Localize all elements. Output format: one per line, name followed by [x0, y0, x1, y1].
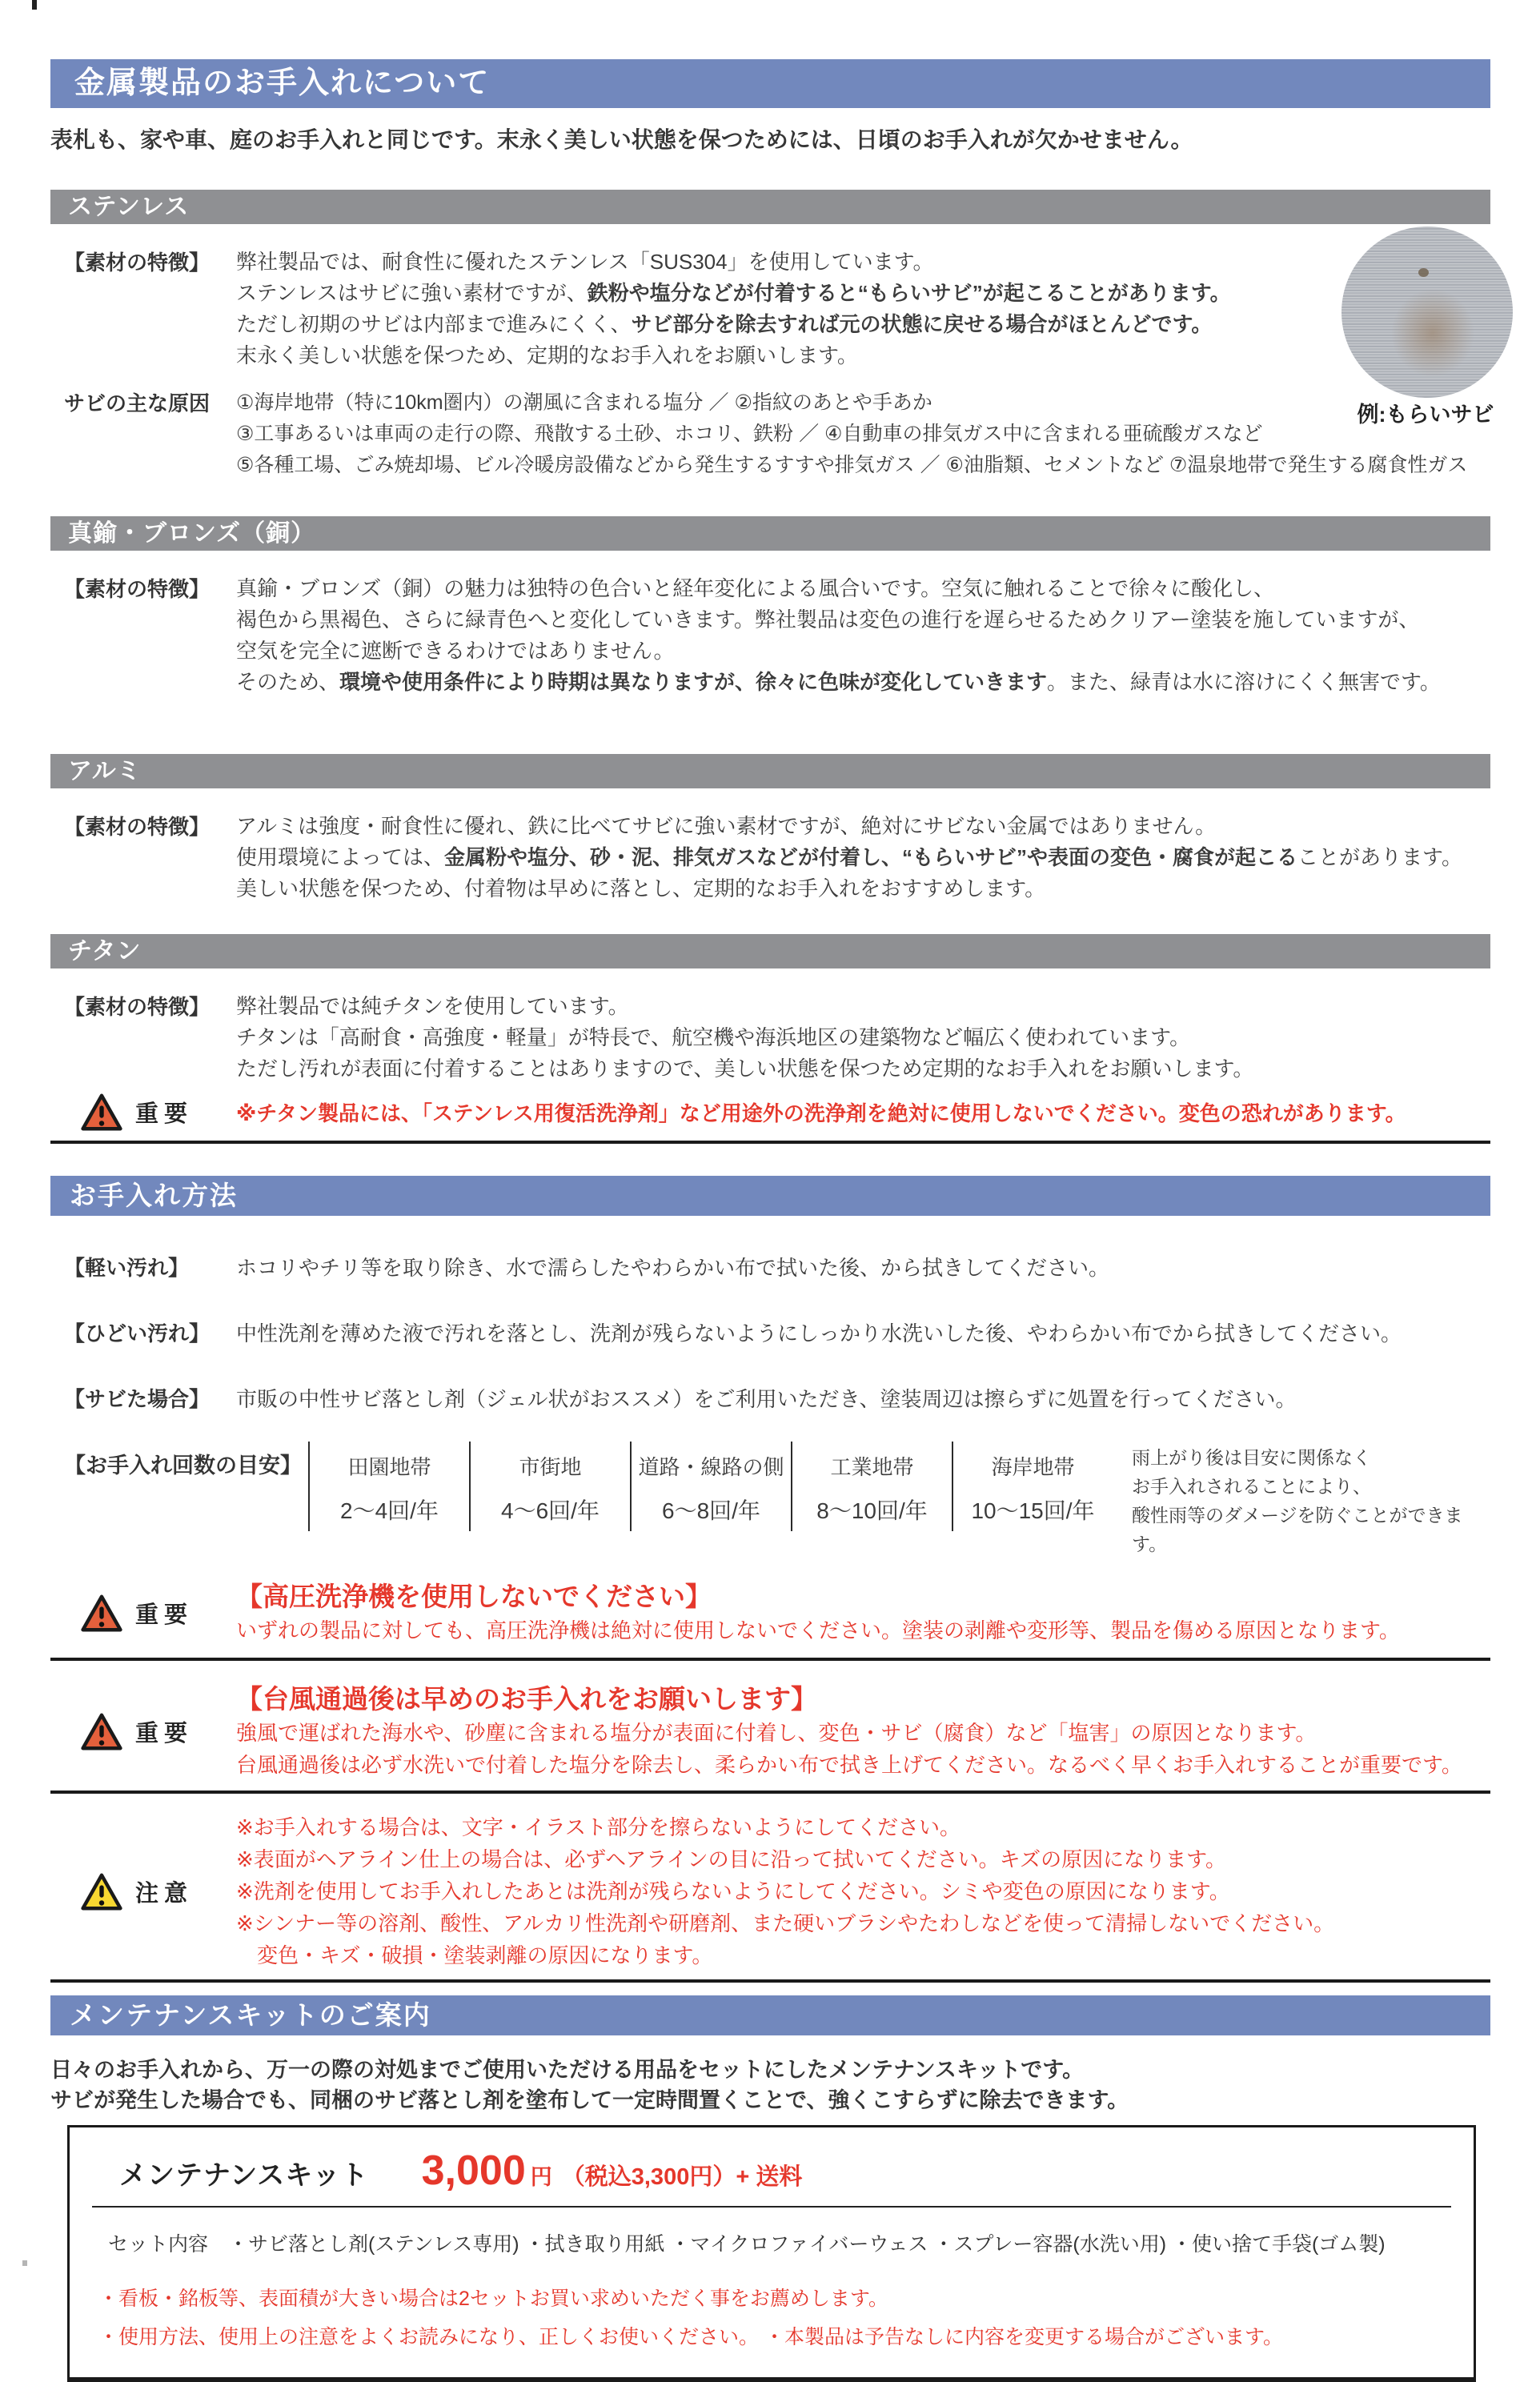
frequency-col-industrial [791, 1442, 952, 1531]
divider [50, 1979, 1490, 1983]
text-line: ①海岸地帯（特に10km圏内）の潮風に含まれる塩分 ／ ②指紋のあとや手あか [236, 391, 932, 414]
rust-causes-row [50, 387, 1490, 481]
important-line: 台風通過後は必ず水洗いで付着した塩分を除去し、柔らかい布で拭き上げてください。なるべく早くお手入れすることが重要です。 [236, 1753, 1462, 1777]
kit-price-row [70, 2135, 1474, 2200]
titanium-feature-row [50, 991, 1490, 1085]
section-heading-care: お手入れ方法 [50, 1176, 1490, 1216]
kit-intro-line: 日々のお手入れから、万一の際の対処までご使用いただける用品をセットにしたメンテナンスキットです。 [50, 2058, 1085, 2082]
warning-triangle-icon [80, 1594, 123, 1633]
text-line: ⑤各種工場、ごみ焼却場、ビル冷暖房設備などから発生するすすや排気ガス ／ ⑥油脂類、セメントなど ⑦温泉地帯で発生する腐食性ガス [236, 454, 1468, 476]
important-badge [50, 1093, 236, 1132]
caution-badge [50, 1872, 236, 1911]
kit-note-line: ・看板・銘板等、表面積が大きい場合は2セットお買い求めいただく事をお薦めします。 [98, 2288, 888, 2310]
section-heading-stainless: ステンレス [50, 190, 1490, 224]
important-block-typhoon [50, 1682, 1490, 1781]
kit-contents: セット内容 ・サビ落とし剤(ステンレス専用) ・拭き取り用紙 ・マイクロファイバーウェス ・スプレー容器(水洗い用) ・使い捨て手袋(ゴム製) [108, 2233, 1386, 2256]
caution-block [50, 1811, 1490, 1971]
aluminum-feature-row [50, 811, 1490, 904]
important-content [236, 1682, 1462, 1781]
rust-example-photo [1341, 227, 1513, 398]
kit-price-note: （税込3,300円）+ 送料 [561, 2164, 803, 2190]
divider [50, 1141, 1490, 1144]
frequency-col-urban [469, 1442, 630, 1531]
brass-feature-row [50, 573, 1490, 698]
text-line: ただし汚れが表面に付着することはありますので、美しい状態を保つため定期的なお手入れをお願いします。 [236, 1057, 1254, 1081]
feature-label: 【素材の特徴】 [64, 815, 211, 839]
rust-speck [1418, 268, 1429, 277]
feature-label: 【素材の特徴】 [64, 995, 211, 1019]
text-line: ステンレスはサビに強い素材ですが、鉄粉や塩分などが付着すると“もらいサビ”が起こることがあります。 [236, 281, 1231, 305]
caution-triangle-icon [80, 1872, 123, 1911]
caution-line: 変色・キズ・破損・塗装剥離の原因になります。 [236, 1943, 713, 1967]
stainless-feature-row [50, 247, 1490, 371]
text-line: 美しい状態を保つため、付着物は早めに落とし、定期的なお手入れをおすすめします。 [236, 876, 1046, 900]
important-label: 重要 [135, 1101, 194, 1127]
caution-line: ※表面がヘアライン仕上の場合は、必ずヘアラインの目に沿って拭いてください。キズの原因になります。 [236, 1847, 1227, 1871]
care-item-rusted [50, 1383, 1490, 1413]
feature-label: 【素材の特徴】 [64, 251, 211, 275]
scan-artifact-mark [32, 0, 37, 10]
important-title: 【高圧洗浄機を使用しないでください】 [236, 1582, 712, 1611]
important-block-pressure-washer [50, 1579, 1490, 1646]
care-item-text: ホコリやチリ等を取り除き、水で濡らしたやわらかい布で拭いた後、から拭きしてください。 [236, 1256, 1109, 1280]
titanium-feature-text [236, 991, 1253, 1085]
area-name: 田園地帯 [347, 1455, 431, 1479]
feature-label: 【素材の特徴】 [64, 577, 211, 601]
warning-triangle-icon [80, 1093, 123, 1132]
important-badge [50, 1712, 236, 1751]
kit-price-unit: 円 [530, 2165, 552, 2189]
caution-line: ※お手入れする場合は、文字・イラスト部分を擦らないようにしてください。 [236, 1815, 961, 1839]
important-line: いずれの製品に対しても、高圧洗浄機は絶対に使用しないでください。塗装の剥離や変形等、製品を傷める原因となります。 [236, 1618, 1400, 1642]
text-line: 末永く美しい状態を保つため、定期的なお手入れをお願いします。 [236, 343, 858, 367]
rust-causes-label: サビの主な原因 [64, 391, 211, 415]
area-name: 市街地 [519, 1455, 582, 1479]
care-item-light [50, 1252, 1490, 1281]
kit-note-line: ・使用方法、使用上の注意をよくお読みになり、正しくお使いください。 ・本製品は予告なしに内容を変更する場合がございます。 [98, 2326, 1283, 2348]
care-item-heavy [50, 1317, 1490, 1347]
area-name: 海岸地帯 [991, 1455, 1075, 1479]
text-line: ただし初期のサビは内部まで進みにくく、サビ部分を除去すれば元の状態に戻せる場合がほとんどです。 [236, 312, 1213, 336]
times-per-year: 10〜15回/年 [971, 1498, 1095, 1523]
intro-text: 表札も、家や車、庭のお手入れと同じです。末永く美しい状態を保つためには、日頃のお手入れが欠かせません。 [50, 127, 1193, 152]
brass-feature-text [236, 573, 1441, 698]
kit-price-box [67, 2125, 1476, 2382]
times-per-year: 4〜6回/年 [501, 1498, 600, 1523]
times-per-year: 8〜10回/年 [816, 1498, 928, 1523]
text-line: そのため、環境や使用条件により時期は異なりますが、徐々に色味が変化していきます。また、緑青は水に溶けにくく無害です。 [236, 670, 1441, 694]
rust-example-caption: 例:もらいサビ [1357, 403, 1494, 427]
warning-triangle-icon [80, 1712, 123, 1751]
frequency-col-coastal [952, 1442, 1113, 1531]
kit-name: メンテナンスキット [119, 2160, 369, 2191]
area-name: 工業地帯 [830, 1455, 914, 1479]
divider [50, 1791, 1490, 1794]
text-line: チタンは「高耐食・高強度・軽量」が特長で、航空機や海浜地区の建築物など幅広く使われています。 [236, 1025, 1191, 1049]
text-line: 弊社製品では、耐食性に優れたステンレス「SUS304」を使用しています。 [236, 250, 934, 274]
text-line: 褐色から黒褐色、さらに緑青色へと変化していきます。弊社製品は変色の進行を遅らせるためクリアー塗装を施していますが、 [236, 608, 1420, 632]
kit-price: 3,000 [421, 2147, 526, 2194]
care-frequency-table [50, 1442, 1490, 1558]
kit-notes [70, 2257, 1474, 2356]
care-item-label: 【サビた場合】 [64, 1387, 211, 1411]
caution-label: 注意 [135, 1880, 194, 1907]
note-line: 雨上がり後は目安に関係なく [1132, 1447, 1371, 1468]
caution-line: ※シンナー等の溶剤、酸性、アルカリ性洗剤や研磨剤、また硬いブラシやたわしなどを使って清掃しないでください。 [236, 1911, 1335, 1935]
area-name: 道路・線路の側 [638, 1455, 784, 1479]
text-line: 弊社製品では純チタンを使用しています。 [236, 994, 629, 1018]
page-title: 金属製品のお手入れについて [50, 59, 1490, 108]
times-per-year: 2〜4回/年 [340, 1498, 439, 1523]
important-line: 強風で運ばれた海水や、砂塵に含まれる塩分が表面に付着し、変色・サビ（腐食）など「塩害」の原因となります。 [236, 1721, 1317, 1745]
frequency-col-rural [308, 1442, 469, 1531]
text-line: アルミは強度・耐食性に優れ、鉄に比べてサビに強い素材ですが、絶対にサビない金属ではありません。 [236, 814, 1217, 838]
text-line: ③工事あるいは車両の走行の際、飛散する土砂、ホコリ、鉄粉 ／ ④自動車の排気ガス中に含まれる亜硫酸ガスなど [236, 423, 1263, 445]
important-badge [50, 1594, 236, 1633]
section-heading-kit: メンテナンスキットのご案内 [50, 1995, 1490, 2035]
care-item-text: 市販の中性サビ落とし剤（ジェル状がおススメ）をご利用いただき、塗装周辺は擦らずに処置を行ってください。 [236, 1387, 1297, 1411]
frequency-note [1132, 1442, 1490, 1558]
rust-stain [1391, 289, 1474, 377]
important-label: 重要 [135, 1720, 194, 1746]
caution-content [236, 1811, 1334, 1971]
text-line: 空気を完全に遮断できるわけではありません。 [236, 639, 675, 663]
important-content [236, 1579, 1400, 1646]
frequency-col-roadside [630, 1442, 791, 1531]
times-per-year: 6〜8回/年 [662, 1498, 760, 1523]
important-title: 【台風通過後は早めのお手入れをお願いします】 [236, 1684, 817, 1714]
important-label: 重要 [135, 1602, 194, 1628]
aluminum-feature-text [236, 811, 1462, 904]
caution-line: ※洗剤を使用してお手入れしたあとは洗剤が残らないようにしてください。シミや変色の原因になります。 [236, 1879, 1230, 1903]
text-line: 使用環境によっては、金属粉や塩分、砂・泥、排気ガスなどが付着し、“もらいサビ”や表面の変色・腐食が起こることがあります。 [236, 845, 1462, 869]
scan-artifact-mark-bottom [22, 2260, 27, 2266]
section-heading-brass: 真鍮・ブロンズ（銅） [50, 516, 1490, 551]
kit-intro-line: サビが発生した場合でも、同梱のサビ落とし剤を塗布して一定時間置くことで、強くこすらずに除去できます。 [50, 2088, 1129, 2112]
text-line: 真鍮・ブロンズ（銅）の魅力は独特の色合いと経年変化による風合いです。空気に触れることで徐々に酸化し、 [236, 576, 1275, 600]
care-item-label: 【ひどい汚れ】 [64, 1321, 211, 1345]
kit-intro [50, 2055, 1490, 2115]
note-line: 酸性雨等のダメージを防ぐことができます。 [1132, 1505, 1463, 1554]
titanium-important-text: ※チタン製品には、「ステンレス用復活洗浄剤」など用途外の洗浄剤を絶対に使用しないでください。変色の恐れがあります。 [236, 1101, 1406, 1125]
divider [50, 1658, 1490, 1661]
frequency-label: 【お手入れ回数の目安】 [64, 1454, 302, 1478]
section-heading-aluminum: アルミ [50, 754, 1490, 788]
titanium-important-row [50, 1089, 1490, 1134]
rust-causes-text [236, 387, 1467, 481]
note-line: お手入れされることにより、 [1132, 1476, 1371, 1497]
care-item-label: 【軽い汚れ】 [64, 1256, 190, 1280]
care-item-text: 中性洗剤を薄めた液で汚れを落とし、洗剤が残らないようにしっかり水洗いした後、やわらかい布でから拭きしてください。 [236, 1321, 1402, 1345]
stainless-feature-text [236, 247, 1231, 371]
section-heading-titanium: チタン [50, 934, 1490, 968]
